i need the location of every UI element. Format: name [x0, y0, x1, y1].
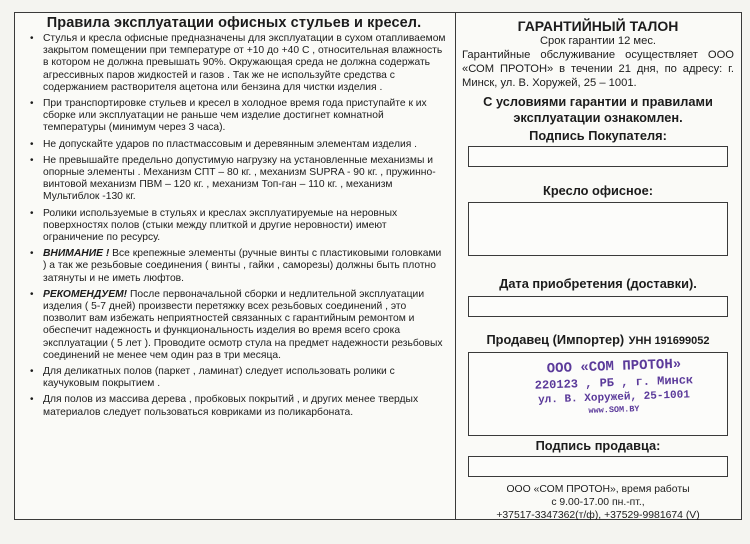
- seller-stamp-field[interactable]: [468, 352, 728, 436]
- rule-lead: ВНИМАНИЕ !: [43, 248, 110, 260]
- chair-label: Кресло офисное:: [543, 183, 653, 198]
- unn-value: УНН 191699052: [628, 335, 710, 347]
- rule-item: • Стулья и кресла офисные предназначены для эксплуатации в сухом отапливаемом закрытом помещении при температуре от +10 до +40 С , относительная влажность в котором не должна превышать 90%. Окружающая среда не должна содержать агрессивных паров жидкостей и газов . Так же не используйте средства с содержанием растворителя ацетона или бензина для чистки изделия .: [43, 33, 447, 94]
- guarantee-panel: [456, 13, 740, 519]
- agreement-text: С условиями гарантии и правилами эксплуатации ознакомлен.: [483, 94, 713, 125]
- seller-signature-field[interactable]: [468, 456, 728, 477]
- rule-item: • РЕКОМЕНДУЕМ! После первоначальной сборки и недлительной эксплуатации изделия ( 5-7 дней) произвести перетяжку всех резьбовых соединений , это позволит вам избежать неприятностей связанных с гарантийным ремонтом и обеспечит надежность и функциональность изделия во время всего срока эксплуатации ( 5 лет ). Проводите осмотр стула на предмет надежности резьбовых соединений не менее чем один раз в три месяца.: [43, 289, 447, 362]
- rule-item: • При транспортировке стульев и кресел в холодное время года приступайте к их сборке или эксплуатации не раньше чем изделие достигнет комнатной температуры (минимум через 3 часа).: [43, 98, 447, 135]
- footer-phones: +37517-3347362(т/ф), +37529-9981674 (V): [496, 510, 700, 521]
- footer-company: ООО «СОМ ПРОТОН», время работы: [506, 484, 690, 495]
- rule-item: • Не превышайте предельно допустимую нагрузку на установленные механизмы и опорные элементы . Механизм СПТ – 80 кг. , механизм SUPRA - 90 кг. , пружинно-винтовой механизм ПВМ – 120 кг. , механизм Топ-ган – 110 кг. , механизм Мультиблок -130 кг.: [43, 155, 447, 204]
- seller-row: [462, 331, 734, 349]
- warranty-sheet: [14, 12, 742, 520]
- rule-item: • Для полов из массива дерева , пробковых покрытий , и других менее твердых материалов следует пользоваться ковриками из поликарбоната.: [43, 394, 447, 418]
- buyer-signature-label: Подпись Покупателя:: [529, 128, 667, 143]
- footer-hours: с 9.00-17.00 пн.-пт.,: [551, 497, 645, 508]
- guarantee-period: Срок гарантии 12 мес.: [539, 35, 657, 47]
- rules-title: Правила эксплуатации офисных стульев и кресел.: [46, 15, 422, 31]
- guarantee-service-text: Гарантийные обслуживание осуществляет ООО «СОМ ПРОТОН» в течении 21 дня, по адресу: г. Минск, ул. В. Хоружей, 25 – 1001.: [462, 49, 734, 89]
- rule-lead: РЕКОМЕНДУЕМ!: [43, 288, 128, 300]
- seller-stamp: ООО «СОМ ПРОТОН» 220123 , РБ , г. Минск ул. В. Хоружей, 25-1001 www.SOM.BY: [534, 356, 694, 416]
- rules-panel: [15, 13, 456, 519]
- rule-item: • Ролики используемые в стульях и креслах эксплуатируемые на неровных поверхностях полов (стыки между плиткой и другие неровности) имеют ограничение по ресурсу.: [43, 208, 447, 245]
- seller-label: Продавец (Импортер): [486, 332, 625, 347]
- buyer-signature-field[interactable]: [468, 146, 728, 167]
- guarantee-title: ГАРАНТИЙНЫЙ ТАЛОН: [517, 18, 679, 34]
- company-footer: [462, 483, 734, 522]
- chair-field[interactable]: [468, 202, 728, 256]
- rules-list: [21, 33, 447, 419]
- rule-item: • ВНИМАНИЕ ! Все крепежные элементы (ручные винты с пластиковыми головками ) а так же резьбовые соединения ( винты , гайки , саморезы) должны быть плотно затянуты и не иметь люфтов.: [43, 248, 447, 285]
- seller-signature-label: Подпись продавца:: [535, 438, 661, 453]
- rule-item: • Для деликатных полов (паркет , ламинат) следует использовать ролики с каучуковым покрытием .: [43, 366, 447, 390]
- purchase-date-label: Дата приобретения (доставки).: [499, 276, 697, 291]
- purchase-date-field[interactable]: [468, 296, 728, 317]
- rule-item: • Не допускайте ударов по пластмассовым и деревянным элементам изделия .: [43, 139, 447, 151]
